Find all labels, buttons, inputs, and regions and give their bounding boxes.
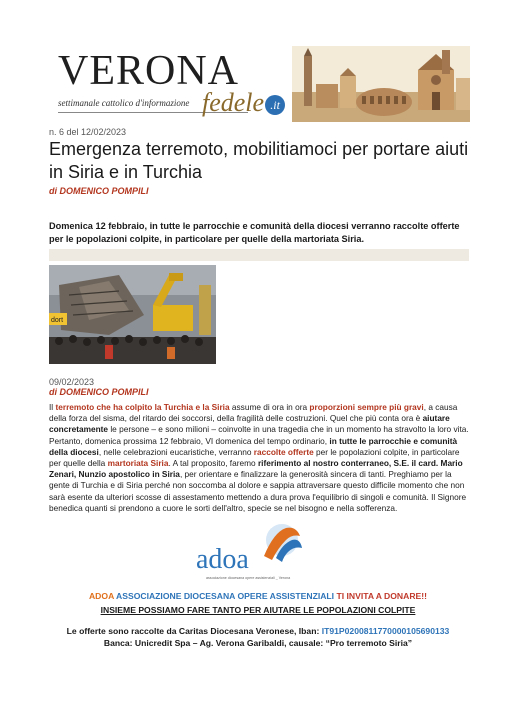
bank-details: Banca: Unicredit Spa – Ag. Verona Garibaldi, causale: “Pro terremoto Siria” <box>103 637 413 648</box>
article-byline <box>49 186 149 196</box>
body-text-run: , a causa della forza del sisma, del ritardo dei soccorsi, della fragilità delle costruzioni. Quel che più conta ora è <box>49 402 458 424</box>
body-highlight: proporzioni sempre più gravi <box>309 402 424 412</box>
article-body <box>49 402 471 514</box>
body-bold: aiutare concretamente <box>49 413 450 435</box>
body-text-run: assume di ora in ora <box>229 402 310 412</box>
adoa-invite: TI INVITA A DONARE!! <box>334 591 428 601</box>
masthead-title: VERONA <box>58 48 239 94</box>
verona-skyline-image <box>292 46 470 122</box>
it-badge: .it <box>265 95 285 115</box>
body-text-run: Il <box>49 402 56 412</box>
appeal-line: INSIEME POSSIAMO FARE TANTO PER AIUTARE LE POPOLAZIONI COLPITE <box>100 605 416 615</box>
body-bold: riferimento al nostro conterraneo, S.E. il card. Mario Zenari, Nunzio apostolico in Siria <box>49 458 463 480</box>
adoa-fullname: ASSOCIAZIONE DIOCESANA OPERE ASSISTENZIALI <box>113 591 335 601</box>
body-highlight: martoriata Siria <box>107 458 169 469</box>
article-headline: Emergenza terremoto, mobilitiamoci per portare aiuti in Siria e in Turchia <box>49 139 469 182</box>
section-divider <box>49 249 469 261</box>
adoa-logo <box>196 522 308 582</box>
byline-prefix: di <box>49 186 57 196</box>
body-text-run: . A tal proposito, faremo <box>168 458 258 469</box>
donation-text: Le offerte sono raccolte da Caritas Diocesana Veronese, Iban: <box>66 626 322 636</box>
masthead <box>52 44 470 124</box>
masthead-fedele-logo <box>202 90 285 116</box>
adoa-wordmark: adoa <box>196 544 249 575</box>
body-text-run: , nelle celebrazioni eucaristiche, verranno <box>98 446 254 457</box>
adoa-invite-line <box>0 591 516 602</box>
body-highlight: raccolte offerte <box>253 446 314 457</box>
article-date: 09/02/2023 <box>49 377 95 387</box>
body-text-run: per le popolazioni colpite, in particolare per quelle della <box>49 446 460 469</box>
body-bold: in tutte le parrocchie e comunità della diocesi <box>49 435 458 457</box>
adoa-tagline: associazione diocesana opere assistenziali _ Verona <box>206 576 291 580</box>
adoa-hands-icon <box>256 522 306 566</box>
adoa-acronym: ADOA <box>88 591 114 601</box>
issue-date: n. 6 del 12/02/2023 <box>49 127 127 137</box>
article-byline-2 <box>49 387 149 397</box>
body-text-run: le persone – e sono milioni – coinvolte in una tragedia che in un momento ha stravolto la loro vita. Pertanto, domenica prossima 12 febbraio, VI domenica del tempo ordinario, <box>49 424 469 446</box>
photo-sign-text: dort <box>51 317 64 324</box>
iban-number: IT91P0200811770000105690133 <box>321 626 450 636</box>
earthquake-rescue-photo <box>49 265 216 364</box>
donation-info <box>0 626 516 649</box>
byline-author: DOMENICO POMPILI <box>59 186 149 196</box>
byline-prefix-2: di <box>49 387 57 397</box>
article-lead: Domenica 12 febbraio, in tutte le parrocchie e comunità della diocesi verranno raccolte offerte per le popolazioni colpite, in particolare per quelle della martoriata Siria. <box>49 221 460 244</box>
body-text-run: , per orientare e finalizzare la generosità sincera di tanti. Preghiamo per la gente di Turchia e di Siria perché non soccomba al dolore e sappia attraversare questo difficile momento che non sarà esente da ulteriori scosse di assestamento mettendo a dura prova l'equilibrio di singoli e comunità. Il Signore benedica quanti si prendono a cuore le sorti dell'altro, specie se nel bisogno e nella sofferenza. <box>49 469 467 513</box>
body-highlight: terremoto che ha colpito la Turchia e la Siria <box>55 402 230 412</box>
fedele-word: fedele <box>202 88 265 117</box>
byline-author-2: DOMENICO POMPILI <box>59 387 149 397</box>
masthead-subtitle: settimanale cattolico d'informazione <box>58 98 190 108</box>
